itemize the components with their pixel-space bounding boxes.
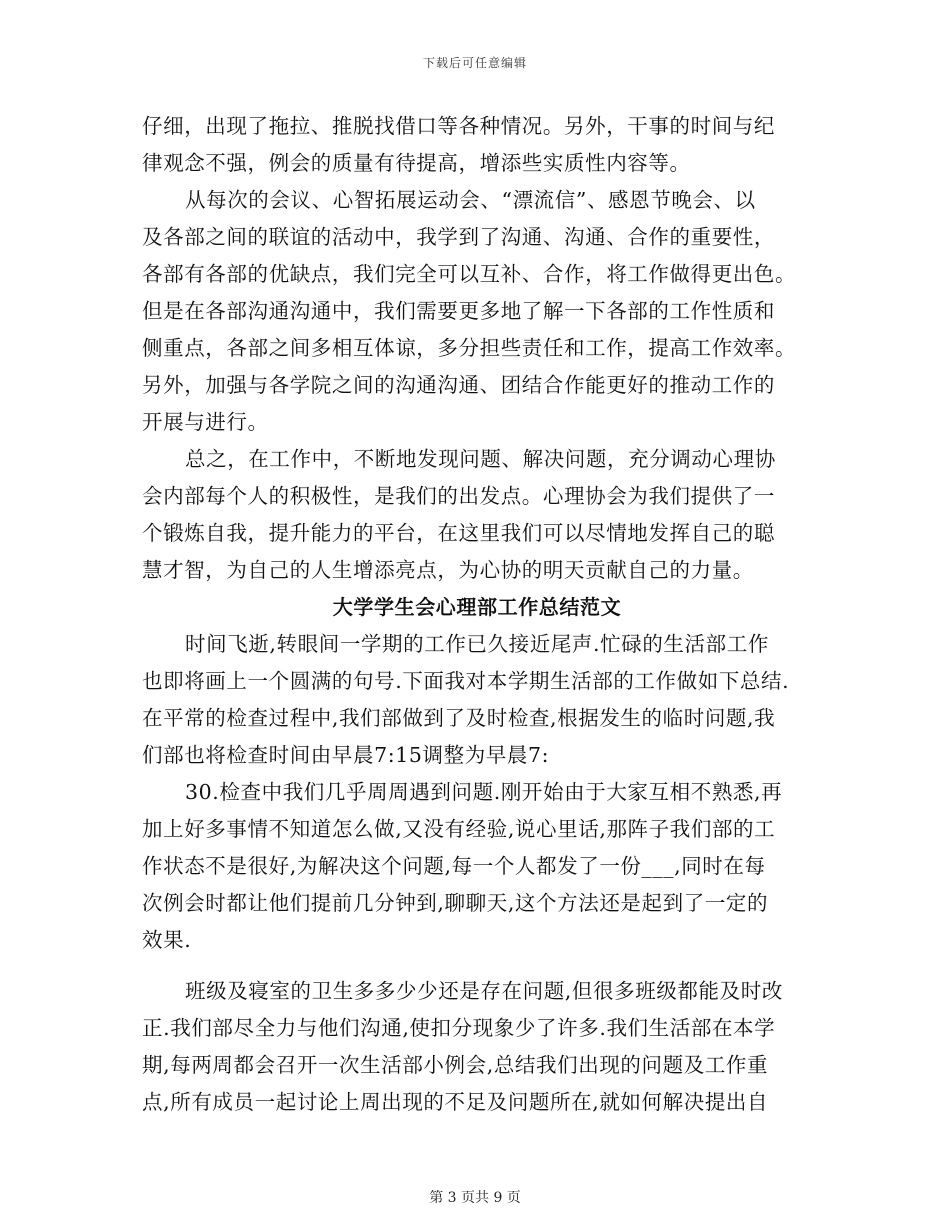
document-body [142,108,812,1121]
section-title: 大学学生会心理部工作总结范文 [332,595,622,619]
paragraph-gap [142,959,812,973]
text-line: 30.检查中我们几乎周周遇到问题.刚开始由于大家互相不熟悉,再 [185,780,783,804]
text-line: 各部有各部的优缺点，我们完全可以互补、合作，将工作做得更出色。 [142,262,797,286]
text-line: 作状态不是很好,为解决这个问题,每一个人都发了一份___,同时在每 [142,854,766,878]
text-line: 班级及寝室的卫生多多少少还是存在问题,但很多班级都能及时改 [185,979,783,1003]
text-line: 在平常的检查过程中,我们部做到了及时检查,根据发生的临时问题,我 [142,706,776,730]
text-line: 慧才智，为自己的人生增添亮点，为心协的明天贡献自己的力量。 [142,558,754,582]
text-line: 加上好多事情不知道怎么做,又没有经验,说心里话,那阵子我们部的工 [142,817,776,841]
text-line: 会内部每个人的积极性，是我们的出发点。心理协会为我们提供了一 [142,484,775,508]
text-line: 另外，加强与各学院之间的沟通沟通、团结合作能更好的推动工作的 [142,373,775,397]
text-line: 但是在各部沟通沟通中，我们需要更多地了解一下各部的工作性质和 [142,299,775,323]
text-line: 点,所有成员一起讨论上周出现的不足及问题所在,就如何解决提出自 [142,1090,769,1114]
text-line: 也即将画上一个圆满的句号.下面我对本学期生活部的工作做如下总结. [142,669,790,693]
text-line: 及各部之间的联谊的活动中，我学到了沟通、沟通、合作的重要性， [142,225,775,249]
text-line: 律观念不强，例会的质量有待提高，增添些实质性内容等。 [142,151,691,175]
text-line: 正.我们部尽全力与他们沟通,使扣分现象少了许多.我们生活部在本学 [142,1016,776,1040]
text-line: 总之，在工作中，不断地发现问题、解决问题，充分调动心理协 [185,447,776,471]
text-line: 时间飞逝,转眼间一学期的工作已久接近尾声.忙碌的生活部工作 [185,632,769,656]
text-line: 们部也将检查时间由早晨7:15调整为早晨7: [142,743,550,767]
text-line: 侧重点，各部之间多相互体谅，多分担些责任和工作，提高工作效率。 [142,336,797,360]
text-line: 仔细，出现了拖拉、推脱找借口等各种情况。另外，干事的时间与纪 [142,114,775,138]
text-line: 次例会时都让他们提前几分钟到,聊聊天,这个方法还是起到了一定的 [142,891,769,915]
text-line: 个锻炼自我，提升能力的平台，在这里我们可以尽情地发挥自己的聪 [142,521,775,545]
text-line: 期,每两周都会召开一次生活部小例会,总结我们出现的问题及工作重 [142,1053,769,1077]
text-line: 从每次的会议、心智拓展运动会、“漂流信”、感恩节晚会、以 [185,188,756,212]
page-footer: 第 3 页共 9 页 [429,1190,521,1206]
text-line: 效果. [142,928,192,952]
page-header: 下载后可任意编辑 [422,56,527,70]
text-line: 开展与进行。 [142,410,269,434]
